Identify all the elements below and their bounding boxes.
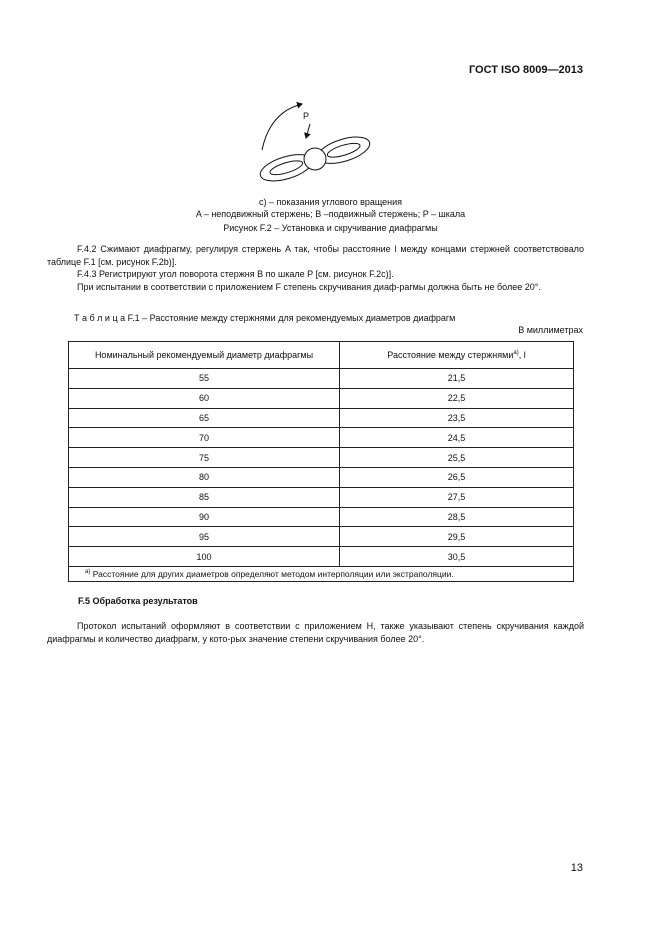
cell-distance: 29,5 — [340, 527, 574, 547]
cell-diameter: 85 — [69, 487, 340, 507]
paragraph-requirement: При испытании в соответствии с приложением F степень скручивания диаф-рагмы должна быть не более 20°. — [77, 282, 541, 292]
table-units: В миллиметрах — [518, 325, 583, 335]
cell-diameter: 90 — [69, 507, 340, 527]
table-row — [69, 507, 574, 527]
paragraph-f42: F.4.2 Сжимают диафрагму, регулируя стержень A так, чтобы расстояние l между концами стержней соответствовало таблице F.1 [см. рисунок F.2b)]. — [47, 244, 584, 267]
table-row — [69, 547, 574, 567]
cell-diameter: 70 — [69, 428, 340, 448]
figure-caption-legend: A – неподвижный стержень; B –подвижный стержень; P – шкала — [195, 209, 466, 219]
section-title: F.5 Обработка результатов — [78, 596, 198, 606]
figure-caption-c: c) – показания углового вращения — [258, 197, 403, 207]
page-number: 13 — [570, 862, 583, 874]
cell-distance: 26,5 — [340, 467, 574, 487]
cell-diameter: 100 — [69, 547, 340, 567]
cell-distance: 27,5 — [340, 487, 574, 507]
twist-figure — [240, 102, 430, 197]
table-row — [69, 428, 574, 448]
cell-diameter: 65 — [69, 408, 340, 428]
table-title: Т а б л и ц а F.1 – Расстояние между стержнями для рекомендуемых диаметров диафрагм — [74, 313, 456, 323]
cell-distance: 28,5 — [340, 507, 574, 527]
section-text: Протокол испытаний оформляют в соответствии с приложением H, также указывают степень скручивания каждой диафрагмы и количество диафрагм, у кото-рых значение степени скручивания более 20°. — [47, 621, 584, 644]
table-row — [69, 527, 574, 547]
column-header-distance: Расстояние между стержнями$^{а)}$, l — [340, 342, 574, 369]
cell-distance: 24,5 — [340, 428, 574, 448]
cell-distance: 30,5 — [340, 547, 574, 567]
paragraph-f43: F.4.3 Регистрируют угол поворота стержня B по шкале P [см. рисунок F.2c)]. — [77, 269, 394, 279]
cell-diameter: 60 — [69, 388, 340, 408]
table-footnote: $^{а)}$ Расстояние для других диаметров определяют методом интерполяции или экстраполяции. — [69, 566, 574, 581]
column-header-diameter: Номинальный рекомендуемый диаметр диафрагмы — [69, 342, 340, 369]
table-row — [69, 369, 574, 389]
table-row — [69, 408, 574, 428]
table-row — [69, 467, 574, 487]
rotation-arrow-icon — [262, 104, 302, 150]
cell-distance: 25,5 — [340, 448, 574, 468]
table-row — [69, 388, 574, 408]
cell-distance: 21,5 — [340, 369, 574, 389]
cell-distance: 23,5 — [340, 408, 574, 428]
scale-label: P — [303, 111, 310, 121]
cell-distance: 22,5 — [340, 388, 574, 408]
table-row — [69, 448, 574, 468]
distance-table — [68, 341, 574, 582]
cell-diameter: 55 — [69, 369, 340, 389]
document-header: ГОСТ ISO 8009—2013 — [468, 64, 583, 76]
figure-title: Рисунок F.2 – Установка и скручивание диафрагмы — [223, 223, 438, 233]
cell-diameter: 75 — [69, 448, 340, 468]
cell-diameter: 95 — [69, 527, 340, 547]
rod-hub — [304, 148, 326, 170]
table-row — [69, 487, 574, 507]
scale-pointer-icon — [306, 124, 310, 138]
cell-diameter: 80 — [69, 467, 340, 487]
